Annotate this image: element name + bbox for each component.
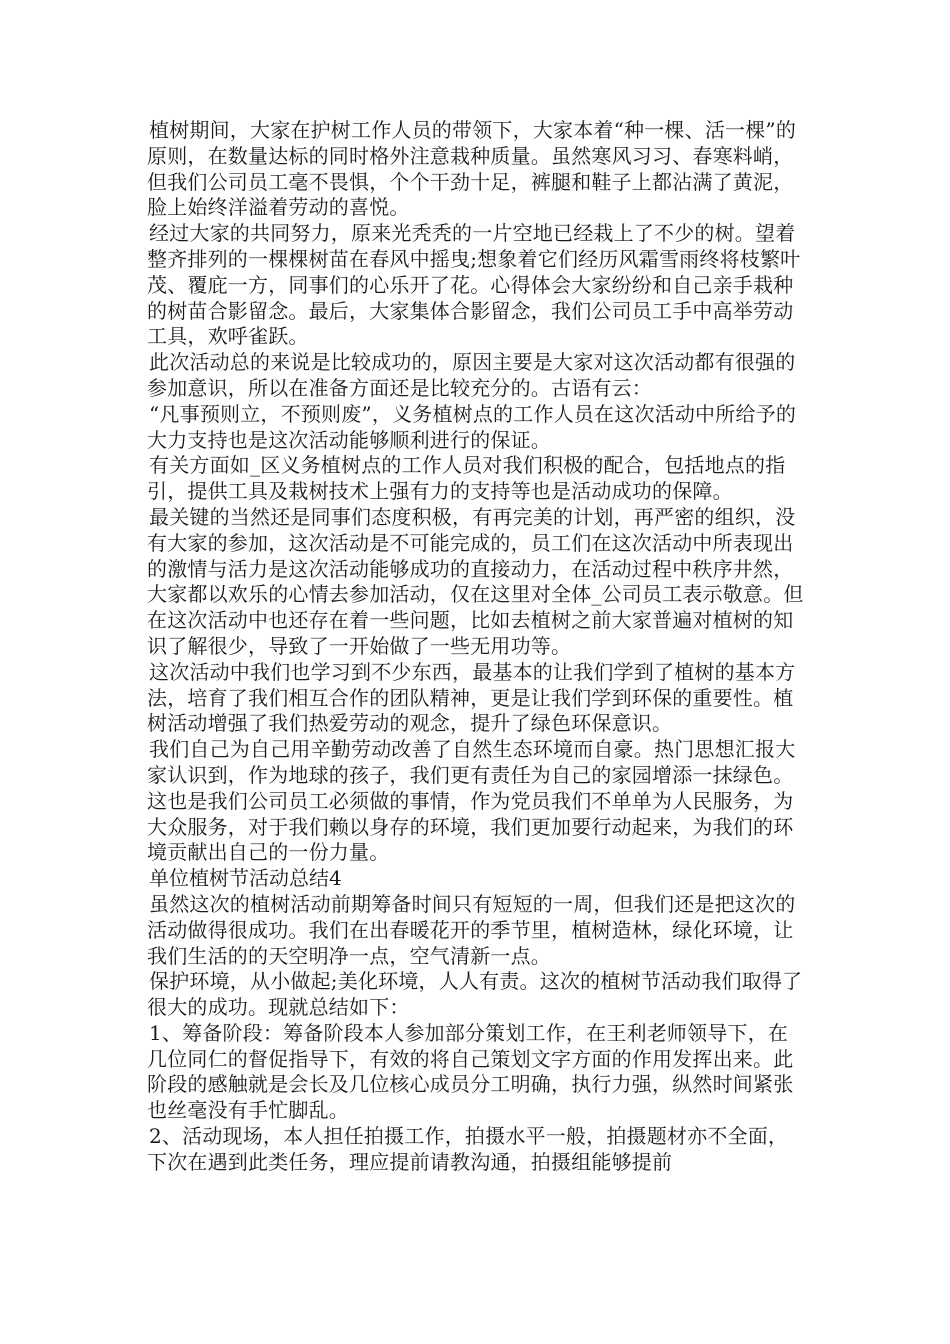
paragraph: 这次活动中我们也学习到不少东西，最基本的让我们学到了植树的基本方法，培育了我们相互合作的团队精神，更是让我们学到环保的重要性。植树活动增强了我们热爱劳动的观念，提升了绿色环保意识。 — [147, 659, 796, 736]
paragraph: 经过大家的共同努力，原来光秃秃的一片空地已经栽上了不少的树。望着整齐排列的一棵棵树苗在春风中摇曳;想象着它们经历风霜雪雨终将枝繁叶茂、覆庇一方，同事们的心乐开了花。心得体会大家纷纷和自己亲手栽种的树苗合影留念。最后，大家集体合影留念，我们公司员工手中高举劳动工具，欢呼雀跃。 — [147, 221, 801, 349]
paragraph: 最关键的当然还是同事们态度积极，有再完美的计划，再严密的组织，没有大家的参加，这次活动是不可能完成的，员工们在这次活动中所表现出的激情与活力是这次活动能够成功的直接动力，在活动过程中秩序井然，大家都以欢乐的心情去参加活动，仅在这里对全体_公司员工表示敬意。但在这次活动中也还存在着一些问题，比如去植树之前大家普遍对植树的知识了解很少，导致了一开始做了一些无用功等。 — [147, 504, 804, 658]
paragraph: 植树期间，大家在护树工作人员的带领下，大家本着“种一棵、活一棵”的原则，在数量达标的同时格外注意栽种质量。虽然寒风习习、春寒料峭，但我们公司员工毫不畏惧，个个干劲十足，裤腿和鞋子上都沾满了黄泥，脸上始终洋溢着劳动的喜悦。 — [147, 118, 797, 220]
paragraph: 此次活动总的来说是比较成功的，原因主要是大家对这次活动都有很强的参加意识，所以在准备方面还是比较充分的。古语有云： — [147, 350, 796, 400]
paragraph: 1、筹备阶段：筹备阶段本人参加部分策划工作，在王利老师领导下，在几位同仁的督促指导下，有效的将自己策划文字方面的作用发挥出来。此阶段的感触就是会长及几位核心成员分工明确，执行力强，纵然时间紧张也丝毫没有手忙脚乱。 — [147, 1020, 794, 1123]
paragraph: 保护环境，从小做起;美化环境，人人有责。这次的植树节活动我们取得了很大的成功。现就总结如下： — [147, 969, 803, 1020]
section-heading: 单位植树节活动总结4 — [149, 866, 342, 891]
paragraph: 有关方面如_区义务植树点的工作人员对我们积极的配合，包括地点的指引，提供工具及栽树技术上强有力的支持等也是活动成功的保障。 — [147, 453, 786, 504]
document-body — [147, 118, 807, 1176]
paragraph: 虽然这次的植树活动前期筹备时间只有短短的一周，但我们还是把这次的活动做得很成功。我们在出春暖花开的季节里，植树造林，绿化环境，让我们生活的的天空明净一点，空气清新一点。 — [147, 891, 796, 968]
paragraph: 2、活动现场，本人担任拍摄工作，拍摄水平一般，拍摄题材亦不全面，下次在遇到此类任务，理应提前请教沟通，拍摄组能够提前 — [147, 1124, 789, 1174]
paragraph: “凡事预则立，不预则废”，义务植树点的工作人员在这次活动中所给予的大力支持也是这次活动能够顺利进行的保证。 — [147, 401, 797, 452]
paragraph: 我们自己为自己用辛勤劳动改善了自然生态环境而自豪。热门思想汇报大家认识到，作为地球的孩子，我们更有责任为自己的家园增添一抹绿色。这也是我们公司员工必须做的事情，作为党员我们不单单为人民服务，为大众服务，对于我们赖以身存的环境，我们更加要行动起来，为我们的环境贡献出自己的一份力量。 — [147, 737, 796, 865]
